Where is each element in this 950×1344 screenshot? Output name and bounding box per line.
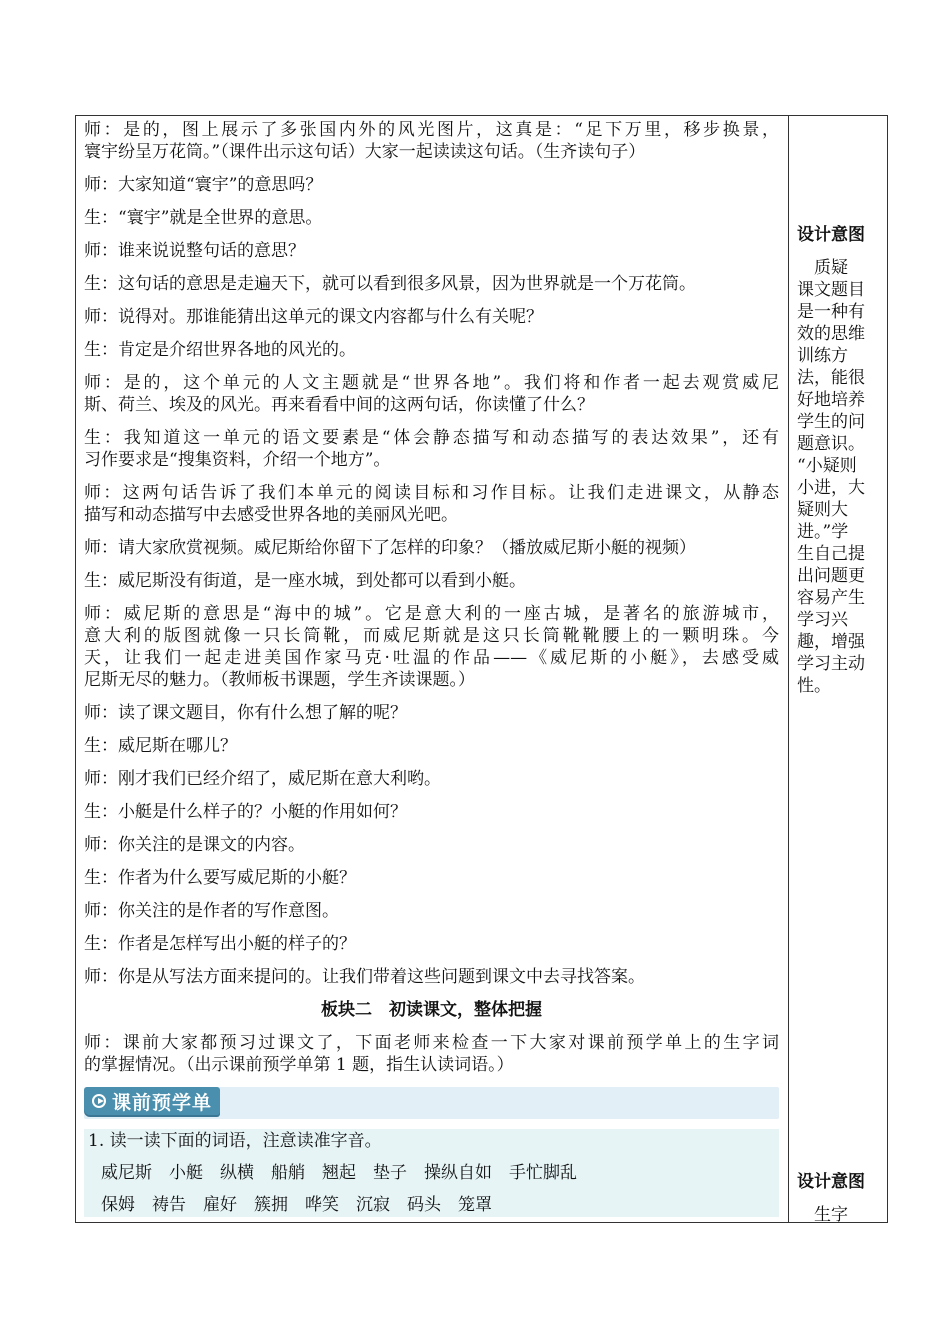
text-line: 师：谁来说说整句话的意思？ <box>84 241 305 261</box>
text-line: 师：说得对。那谁能猜出这单元的课文内容都与什么有关呢？ <box>84 307 543 327</box>
dialogue-paragraph <box>84 339 779 361</box>
column-divider <box>788 116 789 1222</box>
dialogue-paragraph <box>84 273 779 295</box>
text-line: 师：你是从写法方面来提问的。让我们带着这些问题到课文中去寻找答案。 <box>84 967 645 987</box>
design-intent-line: 疑则大 <box>797 500 848 520</box>
dialogue-paragraph <box>84 537 779 559</box>
dialogue-paragraph <box>84 966 779 988</box>
vocab-word: 纵横 <box>220 1163 254 1183</box>
text-line: 生：作者为什么要写威尼斯的小艇？ <box>84 868 356 888</box>
vocab-word: 垫子 <box>373 1163 407 1183</box>
text-line: 生：威尼斯在哪儿？ <box>84 736 237 756</box>
design-intent-column-2 <box>797 1171 877 1226</box>
text-line: 师：刚才我们已经介绍了，威尼斯在意大利哟。 <box>84 769 441 789</box>
vocab-word: 保姆 <box>101 1195 135 1215</box>
design-intent-line: “小疑则 <box>797 456 857 476</box>
dialogue-paragraph <box>84 207 779 229</box>
design-intent-line: 容易产生 <box>797 588 865 608</box>
design-intent-line: 课文题目 <box>797 280 865 300</box>
design-intent-column <box>797 224 877 697</box>
design-intent-line: 性。 <box>797 676 831 696</box>
dialogue-paragraph <box>84 900 779 922</box>
text-line: 斯、荷兰、埃及的风光。再来看看中间的这两句话，你读懂了什么？ <box>84 395 594 415</box>
exercise-box <box>84 1129 779 1217</box>
design-intent-line: 趣，增强 <box>797 632 865 652</box>
text-line: 描写和动态描写中去感受世界各地的美丽风光吧。 <box>84 505 458 525</box>
dialogue-paragraph <box>84 603 779 691</box>
word-row <box>88 1194 775 1216</box>
vocab-word: 雇好 <box>203 1195 237 1215</box>
dialogue-paragraph <box>84 867 779 889</box>
vocab-word: 沉寂 <box>356 1195 390 1215</box>
text-line: 意大利的版图就像一只长筒靴，而威尼斯就是这只长筒靴靴腰上的一颗明珠。今 <box>84 626 779 646</box>
design-intent-title: 设计意图 <box>797 225 865 245</box>
vocab-word: 操纵自如 <box>424 1163 492 1183</box>
banner-label: 课前预学单 <box>112 1091 213 1114</box>
design-intent-line: 生字 <box>797 1205 848 1225</box>
design-intent-line: 法，能很 <box>797 368 865 388</box>
vocab-word: 威尼斯 <box>101 1163 152 1183</box>
design-intent-line: 效的思维 <box>797 324 865 344</box>
design-intent-line: 学习主动 <box>797 654 865 674</box>
vocab-word: 小艇 <box>169 1163 203 1183</box>
design-intent-line: 出问题更 <box>797 566 865 586</box>
text-line: 的掌握情况。（出示课前预学单第 1 题，指生认读词语。） <box>84 1055 514 1075</box>
vocab-word: 手忙脚乱 <box>509 1163 577 1183</box>
dialogue-paragraph <box>84 801 779 823</box>
dialogue-paragraph <box>84 735 779 757</box>
design-intent-line: 学习兴 <box>797 610 848 630</box>
design-intent-line: 学生的问 <box>797 412 865 432</box>
text-line: 生：这句话的意思是走遍天下，就可以看到很多风景，因为世界就是一个万花筒。 <box>84 274 696 294</box>
text-line: 师：是的，这个单元的人文主题就是“世界各地”。我们将和作者一起去观赏威尼 <box>84 373 779 393</box>
dialogue-paragraph <box>84 119 779 163</box>
section-heading: 板块二 初读课文，整体把握 <box>321 1000 542 1020</box>
design-intent-line: 质疑 <box>797 258 848 278</box>
dialogue-paragraph <box>84 570 779 592</box>
preview-sheet-banner <box>84 1087 779 1119</box>
text-line: 生：威尼斯没有街道，是一座水城，到处都可以看到小艇。 <box>84 571 526 591</box>
design-intent-line: 进。”学 <box>797 522 849 542</box>
text-line: 生：肯定是介绍世界各地的风光的。 <box>84 340 356 360</box>
dialogue-paragraph <box>84 427 779 471</box>
design-intent-title-2: 设计意图 <box>797 1172 865 1192</box>
text-line: 师：这两句话告诉了我们本单元的阅读目标和习作目标。让我们走进课文，从静态 <box>84 483 779 503</box>
text-line: 师：你关注的是作者的写作意图。 <box>84 901 339 921</box>
text-line: 尼斯无尽的魅力。（教师板书课题，学生齐读课题。） <box>84 670 475 690</box>
dialogue-paragraph <box>84 834 779 856</box>
text-line: 生：作者是怎样写出小艇的样子的？ <box>84 934 356 954</box>
text-line: 师：课前大家都预习过课文了，下面老师来检查一下大家对课前预学单上的生字词 <box>84 1033 779 1053</box>
play-circle-icon <box>92 1094 106 1108</box>
dialogue-paragraph <box>84 933 779 955</box>
text-line: 师：请大家欣赏视频。威尼斯给你留下了怎样的印象？（播放威尼斯小艇的视频） <box>84 538 696 558</box>
exercise-instruction: 1. 读一读下面的词语，注意读准字音。 <box>88 1131 382 1151</box>
dialogue-paragraph <box>84 174 779 196</box>
text-line: 天，让我们一起走进美国作家马克·吐温的作品——《威尼斯的小艇》，去感受威 <box>84 648 779 668</box>
design-intent-line: 训练方 <box>797 346 848 366</box>
text-line: 师：是的，图上展示了多张国内外的风光图片，这真是：“足下万里，移步换景， <box>84 120 779 140</box>
dialogue-paragraph <box>84 306 779 328</box>
design-intent-line: 是一种有 <box>797 302 865 322</box>
dialogue-paragraph <box>84 702 779 724</box>
lesson-table <box>75 115 888 1223</box>
text-line: 生：小艇是什么样子的？小艇的作用如何？ <box>84 802 407 822</box>
design-intent-line: 生自己提 <box>797 544 865 564</box>
dialogue-paragraph <box>84 768 779 790</box>
text-line: 生：我知道这一单元的语文要素是“体会静态描写和动态描写的表达效果”，还有 <box>84 428 779 448</box>
dialogue-paragraph <box>84 1032 779 1076</box>
vocab-word: 码头 <box>407 1195 441 1215</box>
text-line: 生：“寰宇”就是全世界的意思。 <box>84 208 323 228</box>
vocab-word: 哗笑 <box>305 1195 339 1215</box>
dialogue-paragraph <box>84 240 779 262</box>
vocab-word: 笼罩 <box>458 1195 492 1215</box>
vocab-word: 船艄 <box>271 1163 305 1183</box>
design-intent-line: 小进，大 <box>797 478 865 498</box>
dialogue-paragraph <box>84 372 779 416</box>
text-line: 习作要求是“搜集资料，介绍一个地方”。 <box>84 450 391 470</box>
lesson-content <box>84 119 779 1217</box>
vocab-word: 翘起 <box>322 1163 356 1183</box>
dialogue-paragraph <box>84 482 779 526</box>
word-row <box>88 1162 775 1184</box>
design-intent-line: 好地培养 <box>797 390 865 410</box>
vocab-word: 簇拥 <box>254 1195 288 1215</box>
text-line: 师：大家知道“寰宇”的意思吗？ <box>84 175 323 195</box>
text-line: 师：你关注的是课文的内容。 <box>84 835 305 855</box>
vocab-word: 祷告 <box>152 1195 186 1215</box>
text-line: 寰宇纷呈万花筒。”（课件出示这句话）大家一起读读这句话。（生齐读句子） <box>84 142 646 162</box>
preview-sheet-tag <box>84 1087 220 1115</box>
design-intent-line: 题意识。 <box>797 434 865 454</box>
text-line: 师：威尼斯的意思是“海中的城”。它是意大利的一座古城，是著名的旅游城市， <box>84 604 779 624</box>
text-line: 师：读了课文题目，你有什么想了解的呢？ <box>84 703 407 723</box>
